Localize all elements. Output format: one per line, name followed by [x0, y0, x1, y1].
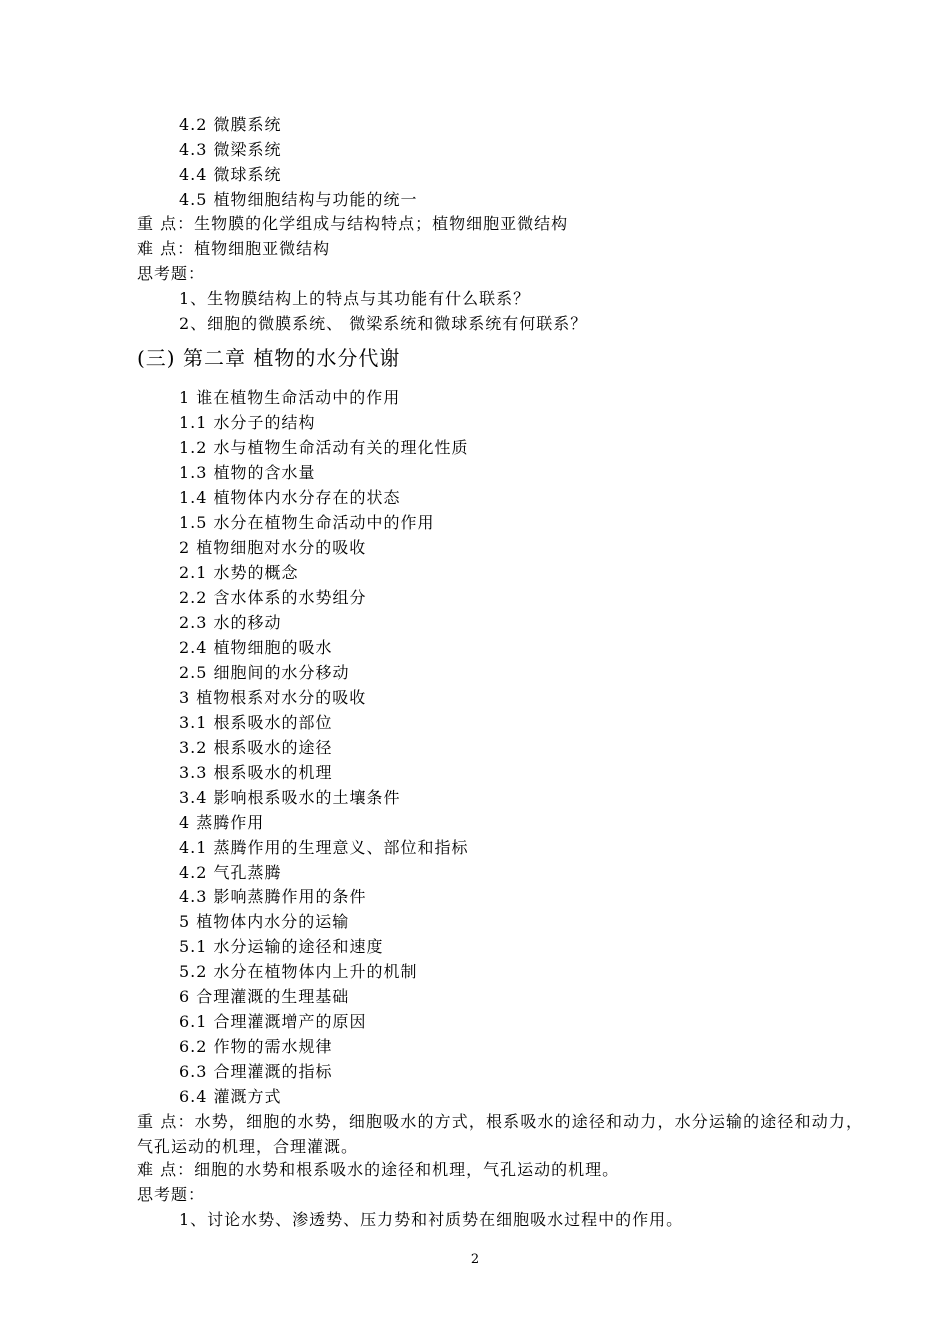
chapter-item: 6.4 灌溉方式 [179, 1087, 282, 1106]
chapter-item: 1.5 水分在植物生命活动中的作用 [179, 513, 435, 532]
chapter-item: 4 蒸腾作用 [179, 813, 265, 832]
chapter-item: 2 植物细胞对水分的吸收 [179, 538, 367, 557]
chapter-item: 2.5 细胞间的水分移动 [179, 663, 350, 682]
chapter-item: 5.1 水分运输的途径和速度 [179, 937, 384, 956]
questions-label: 思考题： [137, 264, 206, 283]
chapter-item: 1.2 水与植物生命活动有关的理化性质 [179, 438, 469, 457]
chapter-item: 2.3 水的移动 [179, 613, 282, 632]
key-points: 重 点：水势，细胞的水势，细胞吸水的方式，根系吸水的途径和动力，水分运输的途径和动力，气孔运动的机理，合理灌溉。 [137, 1112, 863, 1156]
question-item: 1、生物膜结构上的特点与其功能有什么联系？ [179, 289, 531, 308]
chapter-item: 6.2 作物的需水规律 [179, 1037, 333, 1056]
chapter-item: 2.4 植物细胞的吸水 [179, 638, 333, 657]
chapter-item: 3.2 根系吸水的途径 [179, 738, 333, 757]
difficult-points: 难 点：细胞的水势和根系吸水的途径和机理，气孔运动的机理。 [137, 1160, 620, 1179]
chapter-heading: (三) 第二章 植物的水分代谢 [137, 346, 401, 370]
chapter-item: 5 植物体内水分的运输 [179, 912, 350, 931]
section-item: 4.5 植物细胞结构与功能的统一 [179, 190, 418, 209]
questions-label: 思考题： [137, 1185, 206, 1204]
section-item: 4.2 微膜系统 [179, 115, 282, 134]
chapter-item: 1 谁在植物生命活动中的作用 [179, 388, 401, 407]
chapter-item: 4.3 影响蒸腾作用的条件 [179, 887, 367, 906]
chapter-item: 2.2 含水体系的水势组分 [179, 588, 367, 607]
chapter-item: 3.3 根系吸水的机理 [179, 763, 333, 782]
chapter-item: 4.2 气孔蒸腾 [179, 863, 282, 882]
chapter-item: 3.1 根系吸水的部位 [179, 713, 333, 732]
page-number: 2 [470, 1252, 480, 1267]
chapter-item: 3.4 影响根系吸水的土壤条件 [179, 788, 401, 807]
key-points: 重 点：生物膜的化学组成与结构特点；植物细胞亚微结构 [137, 214, 569, 233]
chapter-item: 4.1 蒸腾作用的生理意义、部位和指标 [179, 838, 469, 857]
difficult-points: 难 点：植物细胞亚微结构 [137, 239, 331, 258]
question-item: 1、讨论水势、渗透势、压力势和衬质势在细胞吸水过程中的作用。 [179, 1210, 684, 1229]
chapter-item: 1.3 植物的含水量 [179, 463, 316, 482]
chapter-item: 6 合理灌溉的生理基础 [179, 987, 350, 1006]
section-item: 4.3 微梁系统 [179, 140, 282, 159]
chapter-item: 3 植物根系对水分的吸收 [179, 688, 367, 707]
chapter-item: 5.2 水分在植物体内上升的机制 [179, 962, 418, 981]
chapter-item: 6.1 合理灌溉增产的原因 [179, 1012, 367, 1031]
chapter-item: 1.1 水分子的结构 [179, 413, 316, 432]
chapter-item: 1.4 植物体内水分存在的状态 [179, 488, 401, 507]
question-item: 2、细胞的微膜系统、 微梁系统和微球系统有何联系？ [179, 314, 588, 333]
section-item: 4.4 微球系统 [179, 165, 282, 184]
chapter-item: 6.3 合理灌溉的指标 [179, 1062, 333, 1081]
chapter-item: 2.1 水势的概念 [179, 563, 299, 582]
